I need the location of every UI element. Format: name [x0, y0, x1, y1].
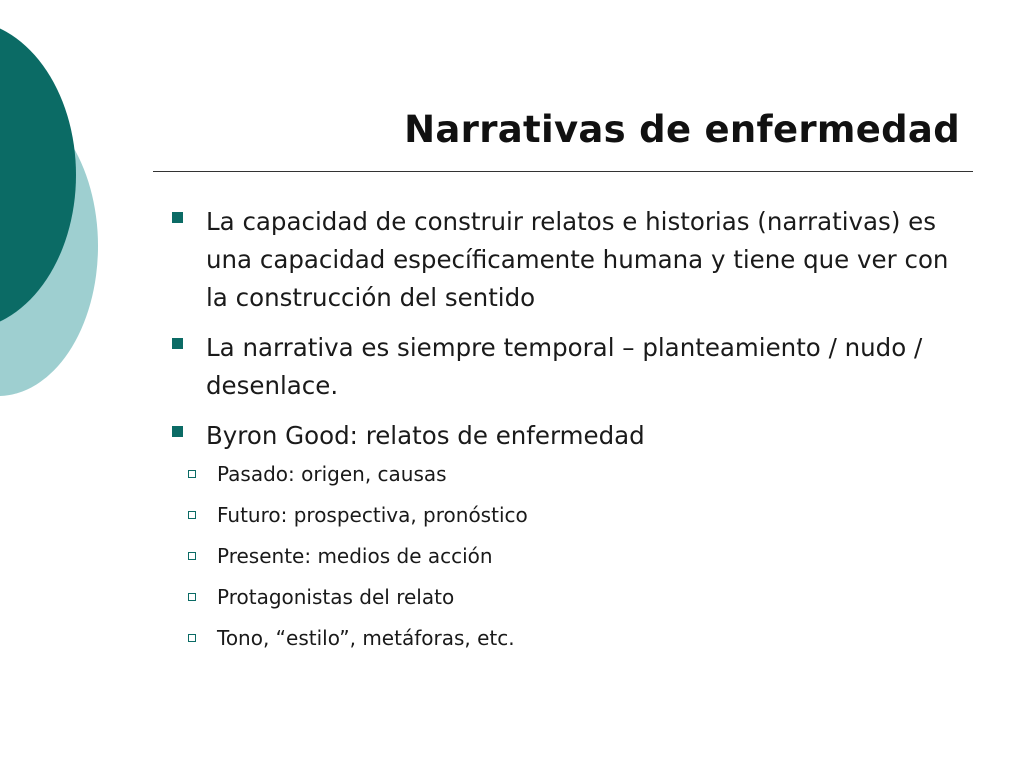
square-bullet-icon [172, 426, 183, 437]
bullet-text: La narrativa es siempre temporal – planteamiento / nudo / desenlace. [206, 333, 923, 400]
sub-bullet-item [172, 582, 928, 612]
square-bullet-icon [172, 212, 183, 223]
sub-bullet-text: Presente: medios de acción [217, 544, 493, 568]
bullet-text: La capacidad de construir relatos e historias (narrativas) es una capacidad específicamente humana y tiene que ver con la construcción del sentido [206, 207, 949, 312]
sub-bullet-text: Tono, “estilo”, metáforas, etc. [217, 626, 515, 650]
hollow-square-bullet-icon [188, 470, 196, 478]
sub-bullet-item [172, 541, 928, 571]
sub-bullet-item [172, 623, 928, 653]
bullet-item [172, 203, 962, 317]
hollow-square-bullet-icon [188, 552, 196, 560]
sub-bullet-text: Pasado: origen, causas [217, 462, 447, 486]
title-divider [153, 171, 973, 172]
slide-title: Narrativas de enfermedad [404, 108, 960, 151]
hollow-square-bullet-icon [188, 634, 196, 642]
hollow-square-bullet-icon [188, 593, 196, 601]
sub-bullet-text: Futuro: prospectiva, pronóstico [217, 503, 528, 527]
sub-bullet-item [172, 459, 928, 489]
bullet-item [172, 417, 962, 653]
hollow-square-bullet-icon [188, 511, 196, 519]
square-bullet-icon [172, 338, 183, 349]
sub-bullet-text: Protagonistas del relato [217, 585, 455, 609]
bullet-list [172, 203, 962, 665]
sub-bullet-list [206, 459, 962, 653]
bullet-item [172, 329, 962, 405]
sub-bullet-item [172, 500, 928, 530]
bullet-text: Byron Good: relatos de enfermedad [206, 421, 645, 450]
